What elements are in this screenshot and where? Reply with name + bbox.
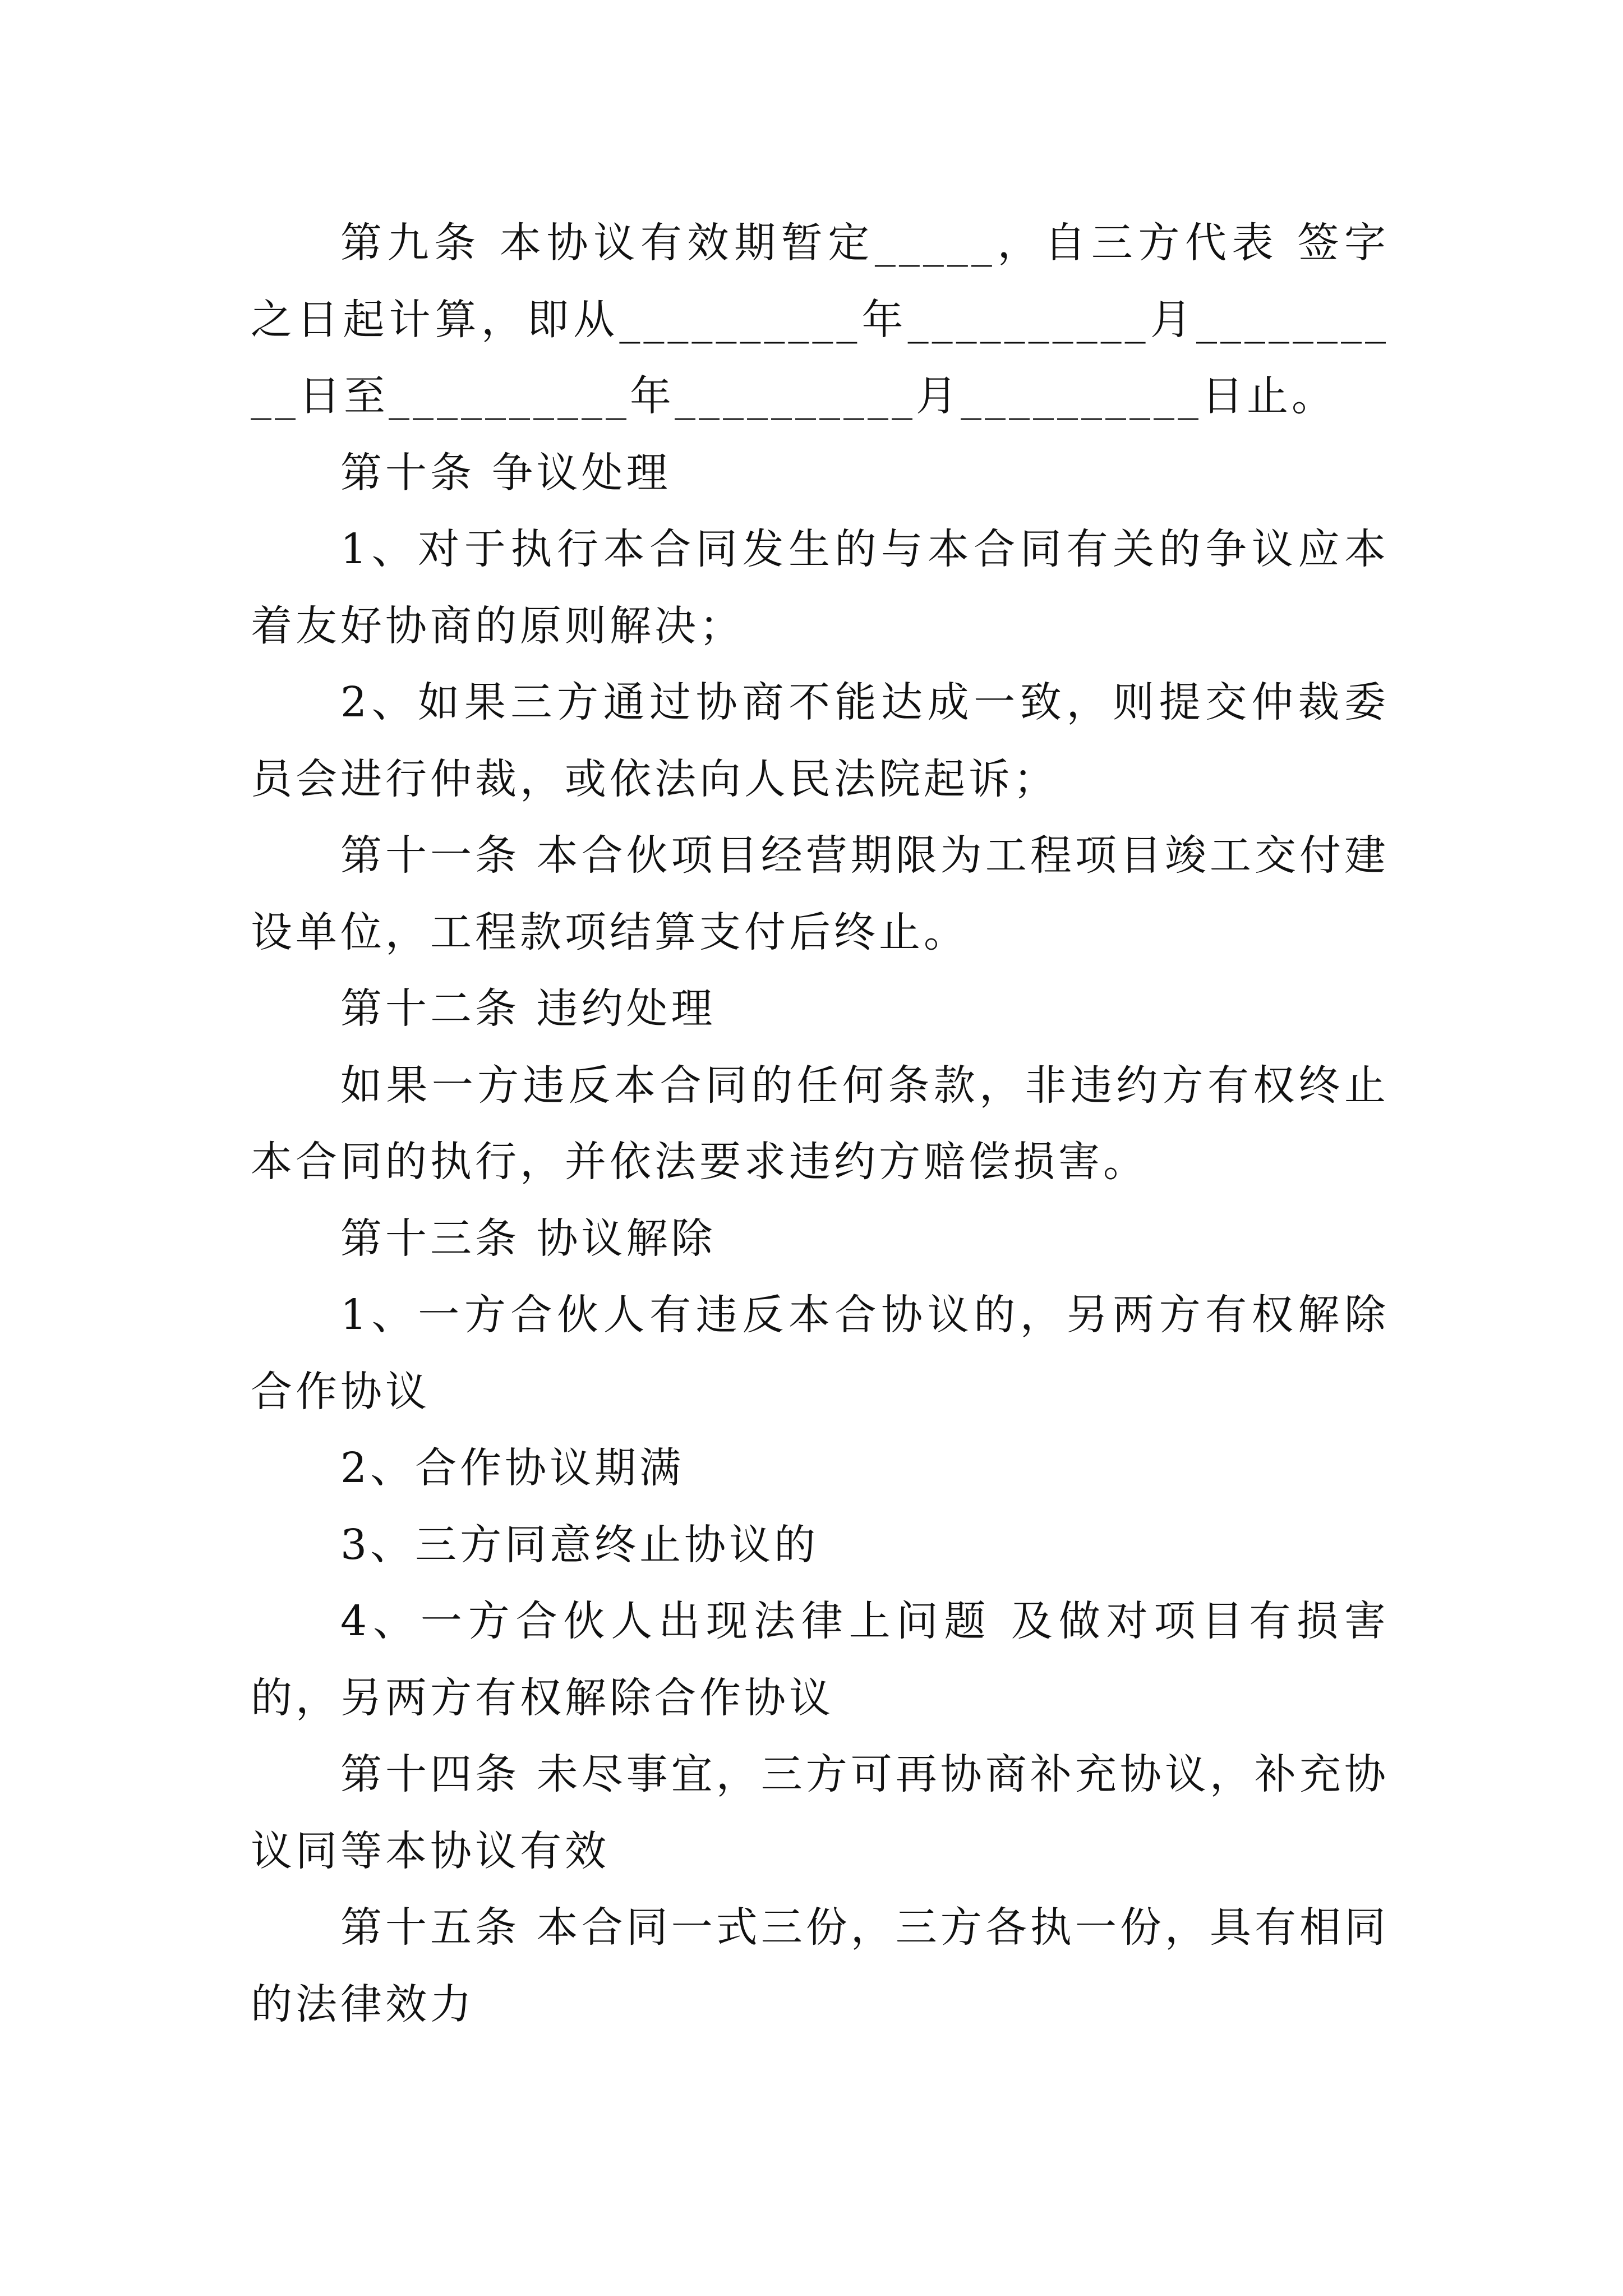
article-13-item-4: 4、一方合伙人出现法律上问题 及做对项目有损害的，另两方有权解除合作协议	[251, 1597, 1389, 1722]
article-13-item-2: 2、合作协议期满	[340, 1444, 685, 1492]
article-9-term: 第九条 本协议有效期暂定_____，自三方代表 签字之日起计算，即从__________年__________月__________日至__________年__________月__________日止。	[251, 219, 1389, 420]
article-10-heading: 第十条 争议处理	[340, 448, 671, 497]
article-11-operating-period: 第十一条 本合伙项目经营期限为工程项目竣工交付建设单位，工程款项结算支付后终止。	[251, 831, 1389, 956]
article-14-supplement: 第十四条 未尽事宜，三方可再协商补充协议，补充协议同等本协议有效	[251, 1750, 1389, 1875]
article-12-heading: 第十二条 违约处理	[340, 984, 716, 1033]
article-13-item-3: 3、三方同意终止协议的	[340, 1520, 819, 1569]
article-13-item-1: 1、一方合伙人有违反本合协议的，另两方有权解除合作协议	[251, 1291, 1389, 1416]
article-10-item-2: 2、如果三方通过协商不能达成一致，则提交仲裁委员会进行仲裁，或依法向人民法院起诉；	[251, 678, 1389, 803]
contract-text-body	[251, 205, 1389, 2042]
article-15-copies: 第十五条 本合同一式三份，三方各执一份，具有相同的法律效力	[251, 1903, 1389, 2028]
article-10-item-1: 1、对于执行本合同发生的与本合同有关的争议应本着友好协商的原则解决；	[251, 525, 1389, 650]
article-13-heading: 第十三条 协议解除	[340, 1214, 716, 1263]
article-12-breach-clause: 如果一方违反本合同的任何条款，非违约方有权终止本合同的执行，并依法要求违约方赔偿损害。	[251, 1061, 1389, 1186]
